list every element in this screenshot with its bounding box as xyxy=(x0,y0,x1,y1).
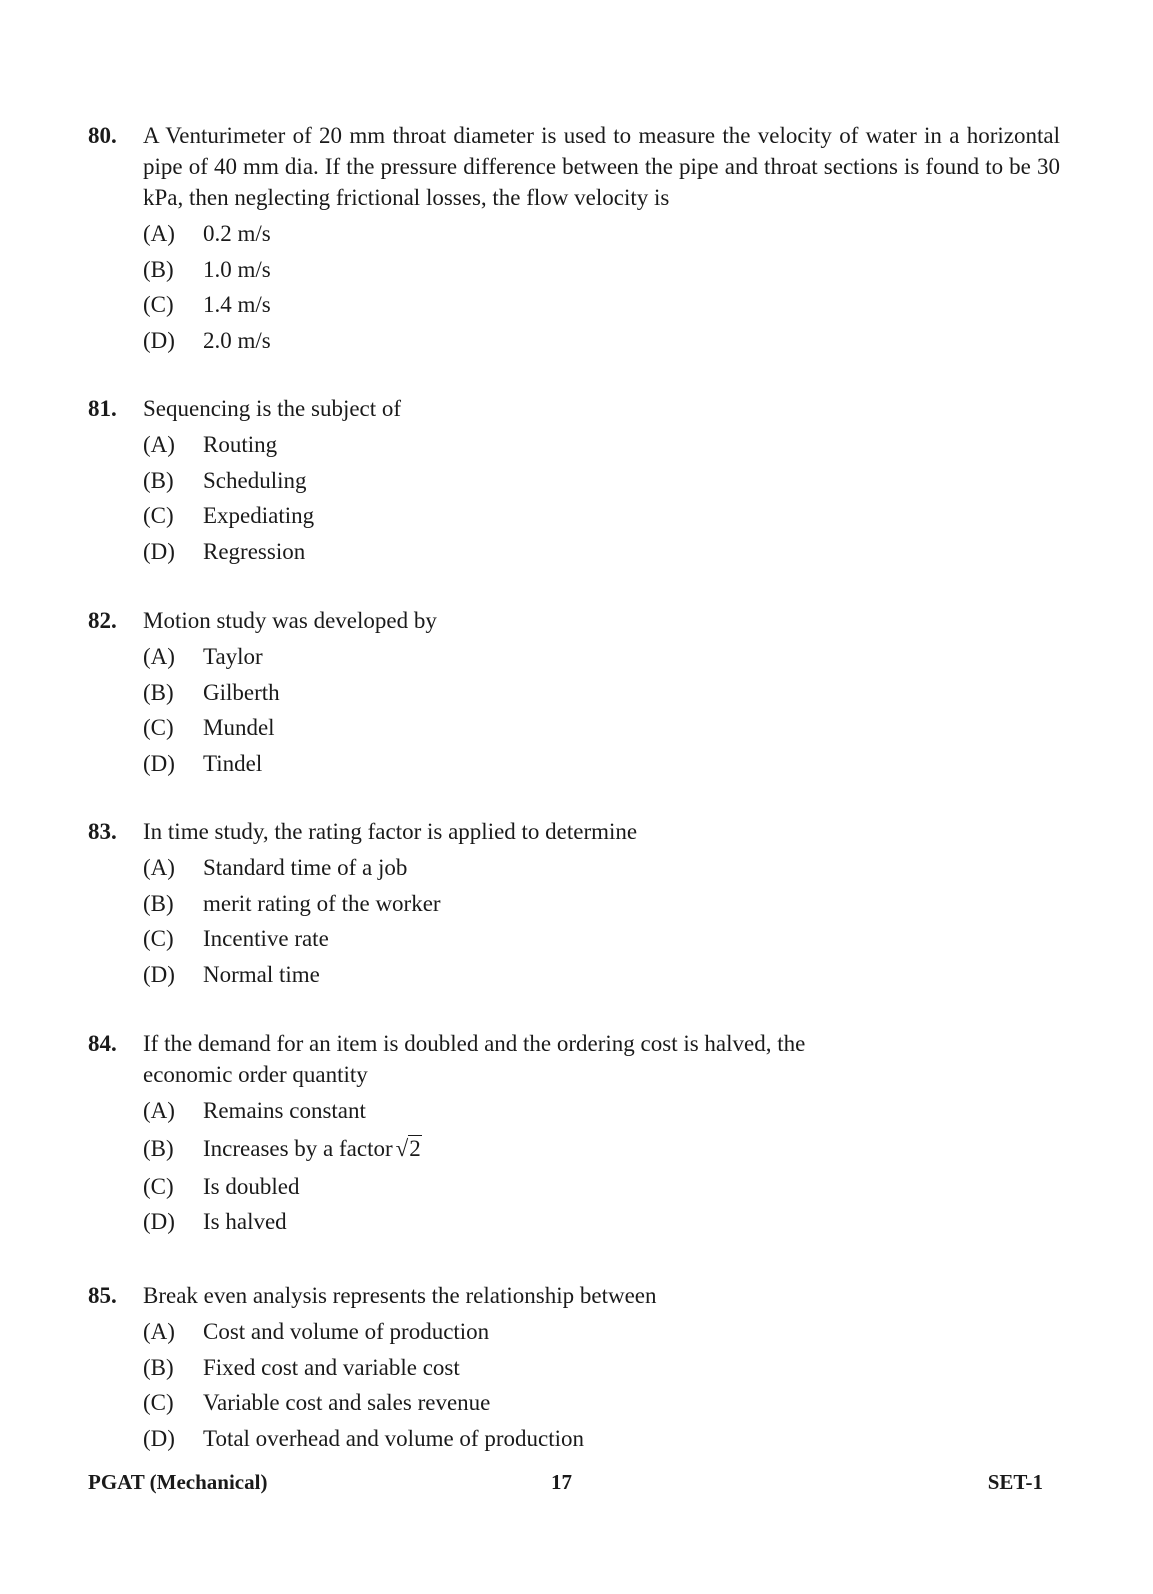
option-d xyxy=(143,534,1060,570)
option-text: 0.2 m/s xyxy=(203,221,271,246)
option-letter: (C) xyxy=(143,503,174,528)
option-text: Cost and volume of production xyxy=(203,1319,490,1344)
option-letter: (B) xyxy=(143,890,174,916)
option-a xyxy=(143,1093,1060,1129)
question-text: Break even analysis represents the relationship between xyxy=(143,1283,657,1308)
option-letter: (C) xyxy=(143,1390,174,1415)
option-list xyxy=(143,1314,1060,1456)
option-c xyxy=(143,498,1060,534)
option-text: Fixed cost and variable cost xyxy=(203,1354,460,1380)
option-c xyxy=(143,710,1060,746)
question-84 xyxy=(88,1028,1060,1240)
option-a xyxy=(143,216,1060,252)
option-a xyxy=(143,850,1060,886)
option-letter: (A) xyxy=(143,221,175,246)
option-d xyxy=(143,323,1060,359)
option-text: Incentive rate xyxy=(203,926,329,951)
option-a xyxy=(143,427,1060,463)
option-b xyxy=(143,463,1060,499)
option-c xyxy=(143,287,1060,323)
option-text: Is doubled xyxy=(203,1173,300,1199)
option-text: 1.0 m/s xyxy=(203,256,271,282)
option-letter: (A) xyxy=(143,644,175,669)
option-letter: (D) xyxy=(143,1209,175,1234)
question-text: Sequencing is the subject of xyxy=(143,396,402,421)
option-letter: (C) xyxy=(143,292,174,317)
option-letter: (C) xyxy=(143,926,174,951)
option-c xyxy=(143,1169,1060,1205)
page-number: 17 xyxy=(551,1470,572,1494)
question-number: 83. xyxy=(88,819,117,844)
option-letter: (A) xyxy=(143,432,175,457)
option-d xyxy=(143,957,1060,993)
question-text: Motion study was developed by xyxy=(143,608,437,633)
question-81 xyxy=(88,393,1060,569)
exam-title: PGAT (Mechanical) xyxy=(88,1470,268,1494)
option-text: Regression xyxy=(203,538,306,564)
question-number: 85. xyxy=(88,1283,117,1308)
question-83 xyxy=(88,816,1060,992)
question-number: 82. xyxy=(88,608,117,633)
option-b xyxy=(143,252,1060,288)
option-b xyxy=(143,1350,1060,1386)
option-text: Normal time xyxy=(203,961,320,987)
option-text: 1.4 m/s xyxy=(203,292,271,317)
option-text: Standard time of a job xyxy=(203,855,408,880)
option-letter: (D) xyxy=(143,538,175,564)
option-b xyxy=(143,1129,1060,1169)
question-80 xyxy=(88,120,1060,358)
option-text: Routing xyxy=(203,432,278,457)
option-text: Gilberth xyxy=(203,679,280,705)
option-text: Taylor xyxy=(203,644,263,669)
option-text: Tindel xyxy=(203,750,263,776)
question-text: A Venturimeter of 20 mm throat diameter is used to measure the velocity of water in a horizontal pipe of 40 mm dia. If the pressure difference between the pipe and throat sections is found to be 30 kPa, then neglecting frictional losses, the flow velocity is xyxy=(143,123,1060,210)
option-letter: (D) xyxy=(143,327,175,353)
square-root-symbol xyxy=(396,1129,422,1169)
option-letter: (B) xyxy=(143,467,174,493)
option-letter: (B) xyxy=(143,679,174,705)
option-list xyxy=(143,639,1060,781)
option-letter: (A) xyxy=(143,1098,175,1123)
option-b xyxy=(143,675,1060,711)
question-number: 84. xyxy=(88,1031,117,1056)
option-c xyxy=(143,921,1060,957)
option-text: Expediating xyxy=(203,503,315,528)
option-letter: (C) xyxy=(143,1173,174,1199)
option-list xyxy=(143,427,1060,569)
option-list xyxy=(143,850,1060,992)
option-letter: (C) xyxy=(143,715,174,740)
option-letter: (D) xyxy=(143,750,175,776)
option-a xyxy=(143,639,1060,675)
option-d xyxy=(143,746,1060,782)
option-list xyxy=(143,1093,1060,1240)
option-text: Increases by a factor xyxy=(203,1135,393,1161)
radicand: 2 xyxy=(409,1135,421,1161)
page-footer xyxy=(88,1470,1043,1500)
option-text: Variable cost and sales revenue xyxy=(203,1390,491,1415)
option-letter: (B) xyxy=(143,1354,174,1380)
option-d xyxy=(143,1204,1060,1240)
question-number: 80. xyxy=(88,123,117,148)
option-text: Total overhead and volume of production xyxy=(203,1425,584,1451)
question-82 xyxy=(88,605,1060,781)
question-85 xyxy=(88,1280,1060,1456)
question-text: If the demand for an item is doubled and the ordering cost is halved, the economic order quantity xyxy=(143,1031,806,1087)
option-letter: (B) xyxy=(143,1135,174,1161)
option-text: Mundel xyxy=(203,715,275,740)
option-d xyxy=(143,1421,1060,1457)
radical-sign: √ xyxy=(395,1135,409,1161)
option-text: merit rating of the worker xyxy=(203,890,441,916)
option-list xyxy=(143,216,1060,358)
option-text: Remains constant xyxy=(203,1098,366,1123)
set-label: SET-1 xyxy=(987,1470,1043,1494)
option-letter: (B) xyxy=(143,256,174,282)
option-c xyxy=(143,1385,1060,1421)
option-b xyxy=(143,886,1060,922)
option-text: 2.0 m/s xyxy=(203,327,271,353)
question-text: In time study, the rating factor is applied to determine xyxy=(143,819,638,844)
option-text: Scheduling xyxy=(203,467,307,493)
option-text: Is halved xyxy=(203,1209,287,1234)
option-text-with-root xyxy=(203,1129,1060,1169)
option-a xyxy=(143,1314,1060,1350)
option-letter: (D) xyxy=(143,1425,175,1451)
option-letter: (D) xyxy=(143,961,175,987)
option-letter: (A) xyxy=(143,855,175,880)
question-number: 81. xyxy=(88,396,117,421)
option-letter: (A) xyxy=(143,1319,175,1344)
